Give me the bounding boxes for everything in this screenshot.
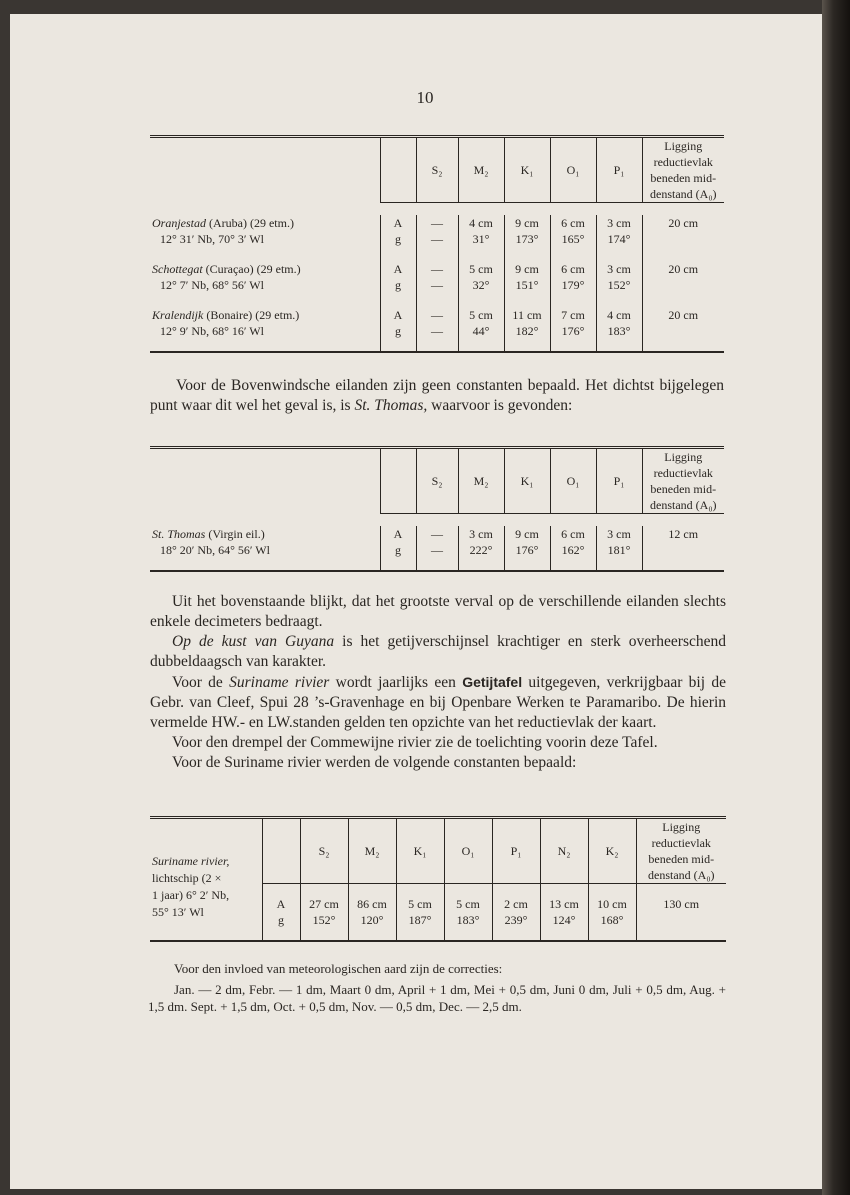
paragraph-getijtafel: Voor de Suriname rivier wordt jaarlijks een Getijtafel uitgegeven, verkrijgbaar bij de Gebr. van Cleef, Spui 28 ’s-Gravenhage en bij Openbare Werken te Paramaribo. De hierin vermelde HW.- en LW.standen gelden ten opzichte van het reductievlak der kaart. [150,674,726,731]
book-spine [822,0,850,1195]
paragraph-verval: Uit het bovenstaande blijkt, dat het grootste verval op de verschillende eilanden slechts enkele decimeters bedraagt. [150,593,726,630]
header-ligging: Ligging reductievlak beneden mid- denstand (A₀) [636,818,726,884]
table-aruba-curacao-bonaire [150,135,724,353]
table-row: 12° 31′ Nb, 70° 3′ Wl g — 31° 173° 165° 174° [150,231,724,247]
notes-corrections: Jan. — 2 dm, Febr. — 1 dm, Maart 0 dm, April + 1 dm, Mei + 0,5 dm, Juni 0 dm, Juli + 0,5 dm, Aug. + 1,5 dm. Sept. + 1,5 dm, Oct. + 0,5 dm, Nov. — 0,5 dm, Dec. — 2,5 dm. [148,982,726,1014]
header-p1: P₁ [596,448,642,514]
header-m2: M₂ [458,137,504,203]
header-s2: S₂ [416,448,458,514]
paragraph-bovenwindsche: Voor de Bovenwindsche eilanden zijn geen constanten bepaald. Het dichtst bijgelegen punt waar dit wel het geval is, is St. Thomas, waarvoor is gevonden: [150,377,724,414]
table-row: 12° 9′ Nb, 68° 16′ Wl g — 44° 182° 176° 183° [150,323,724,339]
table-suriname: Suriname rivier, lichtschip (2 × 1 jaar) 6° 2′ Nb, 55° 13′ Wl S₂ M₂ K₁ O₁ P₁ N₂ K₂ Ligging reductievlak beneden mid- denstand (A₀) A 27 cm 86 cm 5 cm 5 cm 2 cm 13 cm 10 cm 130 cm g 152° 120° 187° 183° 239° 124° 168° [150,816,726,942]
header-s2: S₂ [416,137,458,203]
header-m2: M₂ [348,818,396,884]
header-n2: N₂ [540,818,588,884]
header-k1: K₁ [396,818,444,884]
notes-intro: Voor den invloed van meteorologischen aard zijn de correcties: [174,961,503,976]
table-st-thomas [150,446,724,572]
paragraph-kust: Op de kust van Guyana is het getijverschijnsel krachtiger en sterk overheerschend dubbeldaagsch van karakter. [150,633,726,670]
paragraph-commewijne: Voor den drempel der Commewijne rivier zie de toelichting voorin deze Tafel. [172,734,658,751]
header-s2: S₂ [300,818,348,884]
header-o1: O₁ [550,137,596,203]
table-row: Schottegat (Curaçao) (29 etm.) A — 5 cm 9 cm 6 cm 3 cm 20 cm [150,261,724,277]
header-ligging: Ligging reductievlak beneden mid- denstand (A₀) [642,448,724,514]
header-p1: P₁ [596,137,642,203]
corrections-notes [148,960,726,1015]
paragraph-suriname: Voor de Suriname rivier werden de volgende constanten bepaald: [172,754,577,771]
header-p1: P₁ [492,818,540,884]
paragraph-guyana [150,592,726,773]
station-name: Suriname rivier, [152,853,230,868]
table-row: 18° 20′ Nb, 64° 56′ Wl g — 222° 176° 162° 181° [150,542,724,558]
table-row: St. Thomas (Virgin eil.) A — 3 cm 9 cm 6 cm 3 cm 12 cm [150,526,724,542]
header-k1: K₁ [504,448,550,514]
table-row: A 27 cm 86 cm 5 cm 5 cm 2 cm 13 cm 10 cm 130 cm [150,884,726,913]
header-o1: O₁ [550,448,596,514]
header-m2: M₂ [458,448,504,514]
table-row: Oranjestad (Aruba) (29 etm.) A — 4 cm 9 cm 6 cm 3 cm 20 cm [150,215,724,231]
page-number: 10 [416,88,434,107]
header-ligging: Ligging reductievlak beneden mid- denstand (A₀) [642,137,724,203]
table-row: g 152° 120° 187° 183° 239° 124° 168° [150,912,726,928]
table-row: 12° 7′ Nb, 68° 56′ Wl g — 32° 151° 179° 152° [150,277,724,293]
header-o1: O₁ [444,818,492,884]
header-k1: K₁ [504,137,550,203]
table-row: Kralendijk (Bonaire) (29 etm.) A — 5 cm 11 cm 7 cm 4 cm 20 cm [150,307,724,323]
header-k2: K₂ [588,818,636,884]
